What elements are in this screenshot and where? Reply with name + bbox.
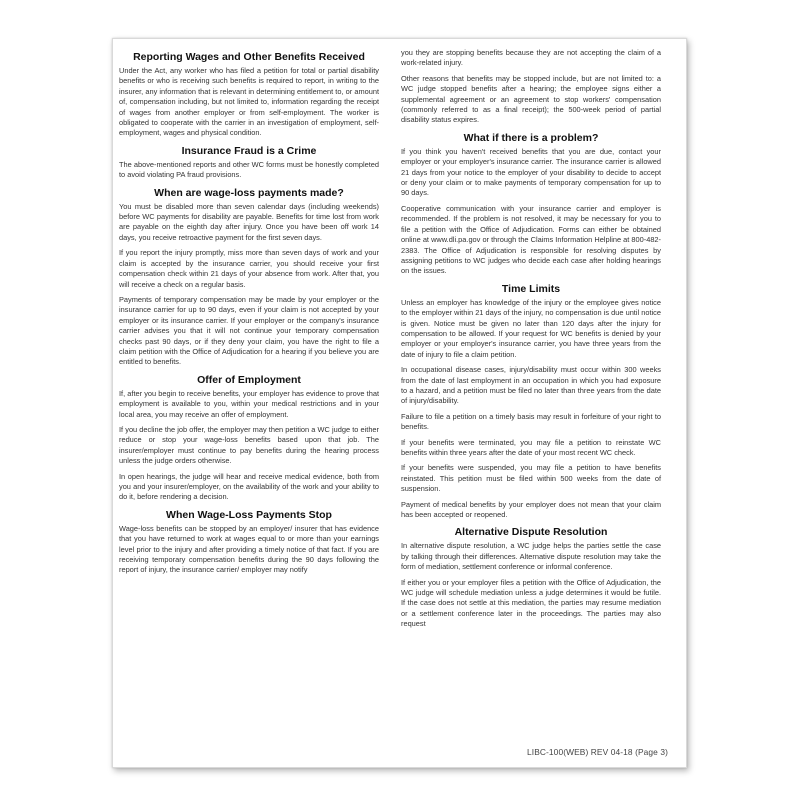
- section-heading: Time Limits: [501, 282, 561, 295]
- section-heading: When are wage-loss payments made?: [154, 186, 344, 199]
- paragraph: Payments of temporary compensation may be made by your employer or the insurance carrier for up to 90 days, even if your claim is not accepted by your employer or its insurance carrier. If your employer or the company's insurance carrier advises you that it will not continue your temporary compensation checks past 90 days, or if they deny your claim, you have the right to file a claim petition with the Office of Adjudication for a hearing if you believe you are entitled to benefits.: [119, 294, 379, 367]
- paragraph: In occupational disease cases, injury/disability must occur within 300 weeks from the date of last employment in an occupation in which you had exposure to a hazard, and a petition must be filed no later than three years from the date of injury/disability.: [401, 365, 661, 406]
- paragraph: Cooperative communication with your insurance carrier and employer is recommended. If the problem is not resolved, it may be necessary for you to file a petition with the Office of Adjudication. Forms can either be obtained online at www.dli.pa.gov or through the Claims Information Helpline at 800-482-2383. The Office of Adjudication is responsible for resolving disputes by assigning petitions to WC judges who decide each case after holding hearings on the issues.: [401, 203, 661, 276]
- paragraph: Unless an employer has knowledge of the injury or the employee gives notice to the employer within 21 days of the injury, no compensation is due until notice is given. Notice must be given no later than 120 days after the injury for compensation to be allowed. If your request for WC benefits is denied by your employer or your employer's insurance carrier, you have three years from the date of injury to file a claim petition.: [401, 297, 661, 359]
- right-column: [401, 48, 661, 635]
- paragraph: In alternative dispute resolution, a WC judge helps the parties settle the case by talking through their differences. Alternative dispute resolution may take the form of mediation, settlement conference or informal conference.: [401, 541, 661, 572]
- paragraph: If either you or your employer files a petition with the Office of Adjudication, the WC judge will schedule mediation unless a judge determines it would be futile. If the case does not settle at this mediation, the parties may resume mediation or a settlement conference later in the proceedings. The parties may also request: [401, 577, 661, 629]
- section-heading: Alternative Dispute Resolution: [454, 526, 608, 539]
- paragraph: you they are stopping benefits because they are not accepting the claim of a work-related injury.: [401, 48, 661, 68]
- section-continued: [401, 48, 661, 126]
- section-heading: Offer of Employment: [197, 373, 301, 386]
- section-what-if-problem: [401, 132, 661, 277]
- paragraph: If your benefits were suspended, you may file a petition to have benefits reinstated. This petition must be filed within 500 weeks from the date of suspension.: [401, 463, 661, 494]
- section-insurance-fraud: [119, 145, 379, 181]
- section-reporting-wages: [119, 51, 379, 139]
- left-column: [119, 51, 379, 581]
- paragraph: Under the Act, any worker who has filed a petition for total or partial disability benefits or who is receiving such benefits is required to report, in writing to the insurer, any information that is relevant in determining entitlement to, or amount of, compensation including, but not limited to, information regarding the receipt of wages from another employer or from self-employment. The worker is obligated to cooperate with the carrier in an investigation of employment, self-employment, wages and physical condition.: [119, 66, 379, 138]
- paragraph: Other reasons that benefits may be stopped include, but are not limited to: a WC judge stopped benefits after a hearing; the employee signs either a supplemental agreement or an agreement to stop workers' compensation (commonly referred to as a final receipt); the 500-week period of partial disability status expires.: [401, 73, 661, 125]
- paragraph: Failure to file a petition on a timely basis may result in forfeiture of your right to benefits.: [401, 411, 661, 432]
- section-heading: What if there is a problem?: [463, 131, 599, 144]
- section-wage-loss-payments: [119, 187, 379, 368]
- paragraph: If, after you begin to receive benefits, your employer has evidence to prove that employment is available to you, within your medical restrictions and in your local area, you may receive an offer of employment.: [119, 388, 379, 419]
- section-heading: Insurance Fraud is a Crime: [181, 144, 317, 157]
- paragraph: In open hearings, the judge will hear and receive medical evidence, both from you and your insurer/employer, on the availability of the work and your ability to do it, before rendering a decision.: [119, 471, 379, 502]
- paragraph: Payment of medical benefits by your employer does not mean that your claim has been accepted or reopened.: [401, 499, 661, 520]
- section-alternative-dispute-resolution: [401, 526, 661, 629]
- paragraph: If you report the injury promptly, miss more than seven days of work and your claim is accepted by the insurance carrier, you should receive your first compensation check within 21 days of your absence from work. After that, you will receive a check on a regular basis.: [119, 248, 379, 289]
- paragraph: The above-mentioned reports and other WC forms must be honestly completed to avoid violating PA fraud provisions.: [119, 159, 379, 180]
- document-page: [112, 38, 687, 768]
- paragraph: If you decline the job offer, the employer may then petition a WC judge to either reduce or stop your wage-loss benefits based upon that job. The insurer/employer must continue to pay benefits during the hearing process unless the judge orders otherwise.: [119, 424, 379, 466]
- section-time-limits: [401, 283, 661, 521]
- paragraph: Wage-loss benefits can be stopped by an employer/ insurer that has evidence that you have returned to work at wages equal to or more than your earnings level prior to the injury and after providing a timely notice of that fact. If you are receiving temporary compensation benefits during the 90 days following the report of injury, the insurance carrier/ employer may notify: [119, 523, 379, 575]
- paragraph: You must be disabled more than seven calendar days (including weekends) before WC payments for disability are payable. Benefits for time lost from work are payable on the eighth day after injury. Once you have been off work 14 days, you receive retroactive payment for the first seven days.: [119, 201, 379, 242]
- section-heading: Reporting Wages and Other Benefits Received: [133, 51, 365, 63]
- section-payments-stop: [119, 509, 379, 576]
- section-heading: When Wage-Loss Payments Stop: [166, 508, 332, 521]
- paragraph: If you think you haven't received benefits that you are due, contact your employer or your employer's insurance carrier. The insurance carrier is allowed 21 days from your notice to the employer of your disability to decide to accept or deny your claim or to make payments of temporary compensation for up to 90 days.: [401, 146, 661, 198]
- paragraph: If your benefits were terminated, you may file a petition to reinstate WC benefits within three years after the date of your most recent WC check.: [401, 437, 661, 457]
- section-offer-of-employment: [119, 374, 379, 503]
- form-footer: LIBC-100(WEB) REV 04-18 (Page 3): [527, 747, 668, 757]
